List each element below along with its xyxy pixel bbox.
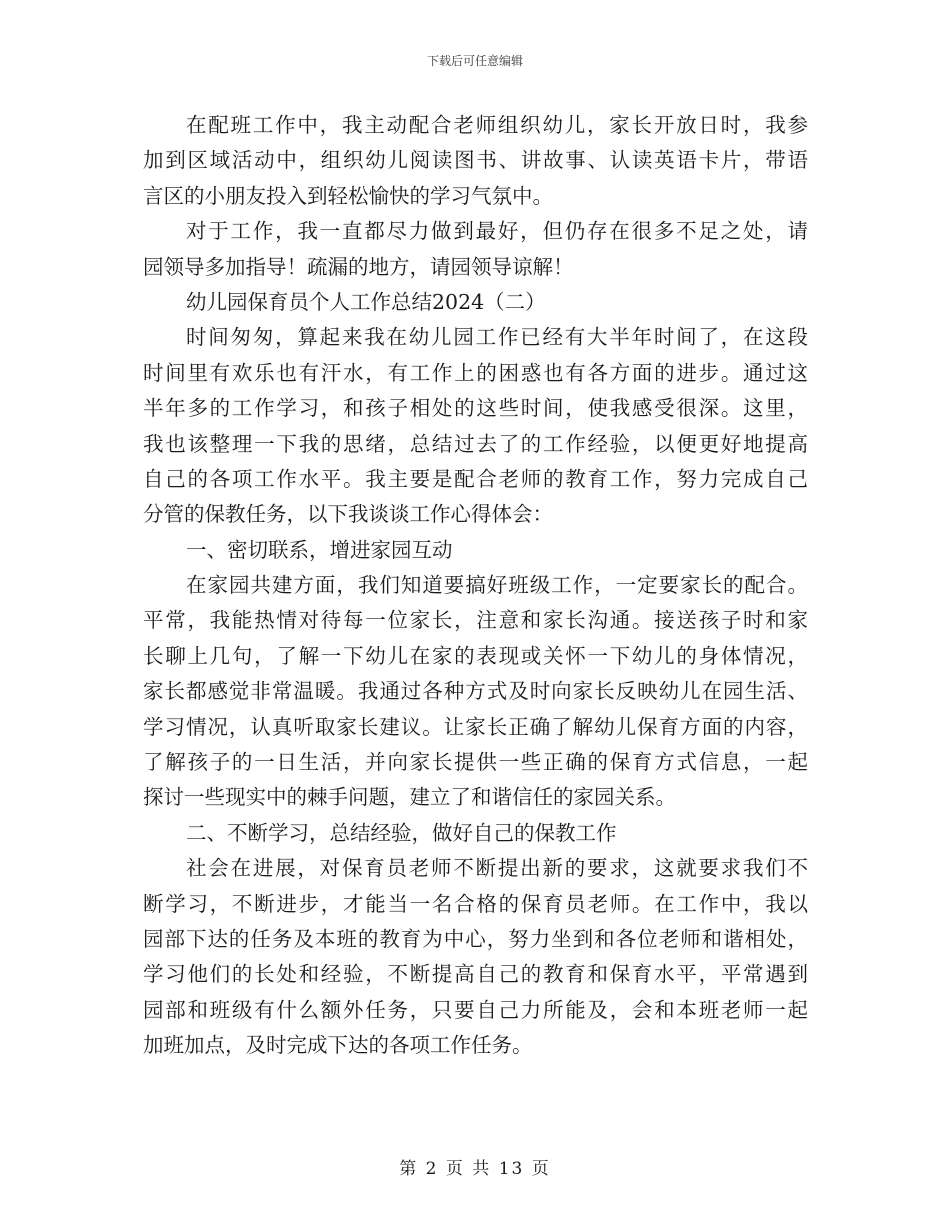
text-line: 在家园共建方面，我们知道要搞好班级工作，一定要家长的配合。 [186,573,808,598]
text-line: 二、不断学习，总结经验，做好自己的保教工作 [186,820,617,845]
text-line: 时间匆匆，算起来我在幼儿园工作已经有大半年时间了，在这段 [186,325,808,350]
text-line: 社会在进展，对保育员老师不断提出新的要求，这就要求我们不 [186,856,808,881]
text-line: 加班加点，及时完成下达的各项工作任务。 [143,1033,533,1058]
page-number-footer: 第 2 页 共 13 页 [399,1159,551,1179]
text-line: 家长都感觉非常温暖。我通过各种方式及时向家长反映幼儿在园生活、 [143,679,808,704]
text-line: 加到区域活动中，组织幼儿阅读图书、讲故事、认读英语卡片，带语 [143,148,808,173]
text-line: 平常，我能热情对待每一位家长，注意和家长沟通。接送孩子时和家 [143,608,808,633]
document-body [143,108,808,1064]
text-line: 分管的保教任务，以下我谈谈工作心得体会： [143,502,553,527]
text-line: 长聊上几句，了解一下幼儿在家的表现或关怀一下幼儿的身体情况， [143,643,808,668]
text-line: 园领导多加指导！疏漏的地方，请园领导谅解！ [143,254,574,279]
text-line: 半年多的工作学习，和孩子相处的这些时间，使我感受很深。这里， [143,396,808,421]
text-line: 言区的小朋友投入到轻松愉快的学习气氛中。 [143,183,553,208]
text-line: 一、密切联系，增进家园互动 [186,537,453,562]
text-line: 在配班工作中，我主动配合老师组织幼儿，家长开放日时，我参 [186,113,808,137]
text-line: 我也该整理一下我的思绪，总结过去了的工作经验，以便更好地提高 [143,431,808,456]
text-line: 园部和班级有什么额外任务，只要自己力所能及，会和本班老师一起 [143,997,808,1022]
text-line: 探讨一些现实中的棘手问题，建立了和谐信任的家园关系。 [143,785,676,810]
text-line: 学习情况，认真听取家长建议。让家长正确了解幼儿保育方面的内容， [143,714,808,739]
text-line: 幼儿园保育员个人工作总结2024（二） [186,289,546,314]
text-line: 断学习，不断进步，才能当一名合格的保育员老师。在工作中，我以 [143,891,808,916]
text-line: 学习他们的长处和经验，不断提高自己的教育和保育水平，平常遇到 [143,962,808,987]
text-line: 了解孩子的一日生活，并向家长提供一些正确的保育方式信息，一起 [143,750,808,775]
text-line: 自己的各项工作水平。我主要是配合老师的教育工作，努力完成自己 [143,466,808,491]
text-line: 时间里有欢乐也有汗水，有工作上的困惑也有各方面的进步。通过这 [143,360,808,385]
text-line: 对于工作，我一直都尽力做到最好，但仍存在很多不足之处，请 [186,219,808,244]
text-line: 园部下达的任务及本班的教育为中心，努力坐到和各位老师和谐相处， [143,926,808,951]
page-header-note: 下载后可任意编辑 [426,54,523,68]
